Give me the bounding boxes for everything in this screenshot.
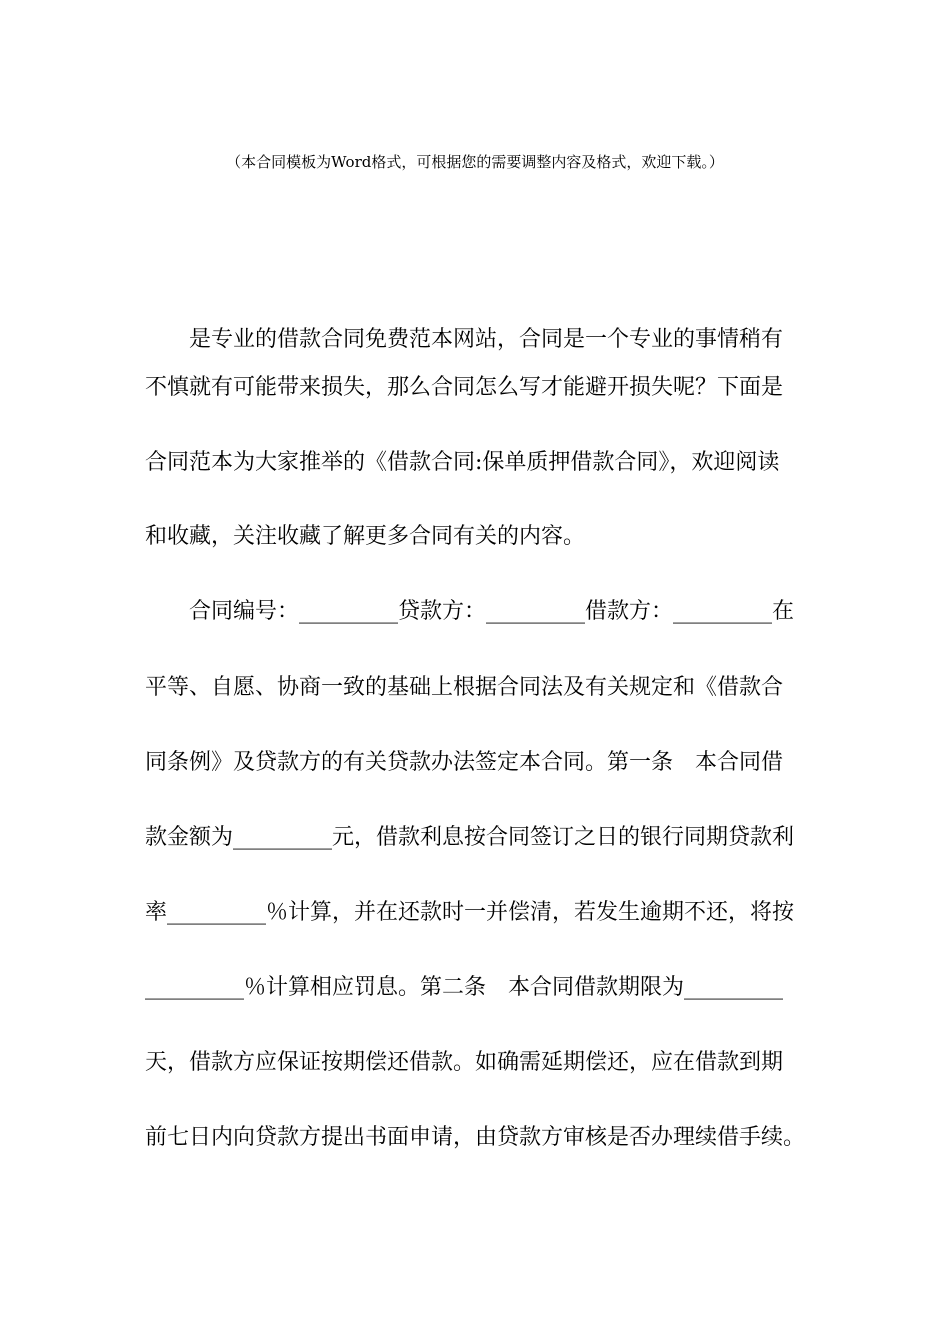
paragraph-line: 平等、自愿、协商一致的基础上根据合同法及有关规定和《借款合 <box>145 675 784 700</box>
paragraph-line: 同条例》及贷款方的有关贷款办法签定本合同。第一条 本合同借 <box>145 750 784 775</box>
paragraph-line: 率_________％计算，并在还款时一并偿清，若发生逾期不还，将按 <box>145 900 795 925</box>
paragraph-line: 前七日内向贷款方提出书面申请，由贷款方审核是否办理续借手续。 <box>145 1125 806 1150</box>
paragraph-line: 不慎就有可能带来损失，那么合同怎么写才能避开损失呢？下面是 <box>145 375 784 400</box>
paragraph-line: 天，借款方应保证按期偿还借款。如确需延期偿还，应在借款到期 <box>145 1050 784 1075</box>
paragraph-line: 和收藏，关注收藏了解更多合同有关的内容。 <box>145 524 586 549</box>
template-note: （本合同模板为Word格式，可根据您的需要调整内容及格式，欢迎下载。） <box>226 153 724 171</box>
paragraph-line: 是专业的借款合同免费范本网站，合同是一个专业的事情稍有 <box>189 327 784 352</box>
paragraph-line: 合同编号：_________贷款方：_________借款方：_________在 <box>189 599 795 624</box>
paragraph-line: 款金额为_________元，借款利息按合同签订之日的银行同期贷款利 <box>145 825 795 850</box>
paragraph-line: _________％计算相应罚息。第二条 本合同借款期限为_________ <box>145 975 784 1000</box>
paragraph-line: 合同范本为大家推举的《借款合同:保单质押借款合同》，欢迎阅读 <box>145 450 780 475</box>
